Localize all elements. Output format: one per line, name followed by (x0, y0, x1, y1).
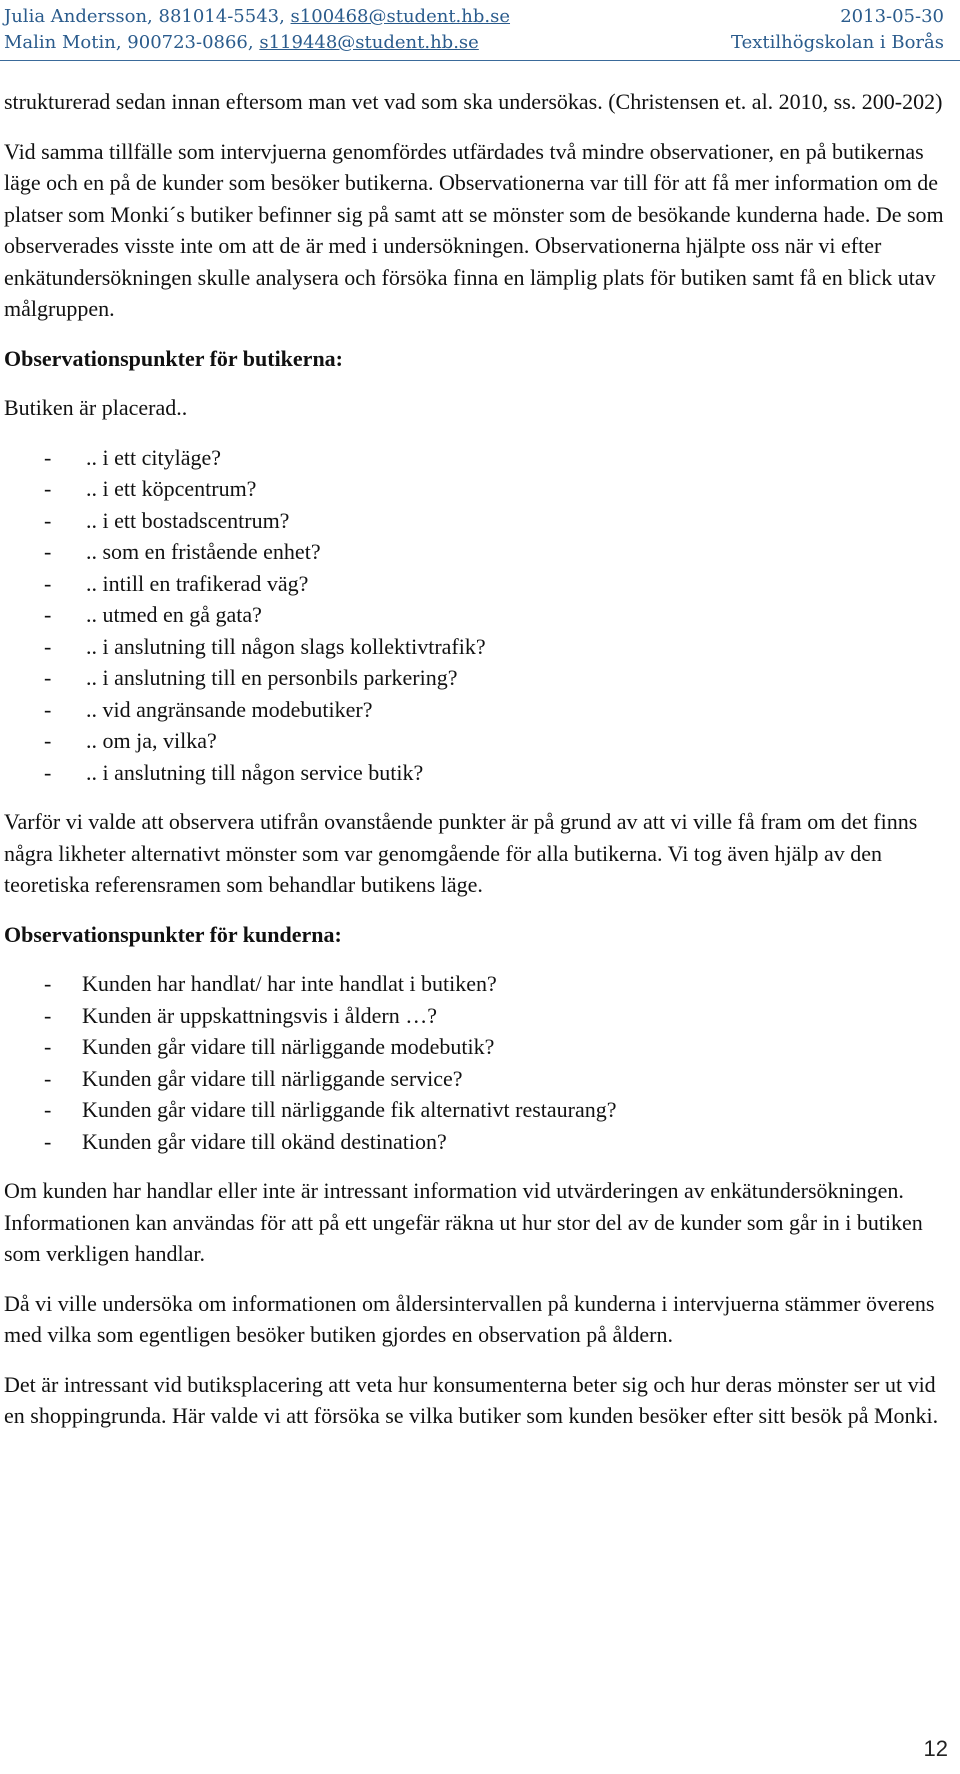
header-author-2-text: Malin Motin, 900723-0866, (4, 32, 260, 53)
list-item-text: .. i ett bostadscentrum? (86, 507, 290, 533)
list-item-text: .. om ja, vilka? (86, 728, 217, 753)
list-item-text: .. utmed en gå gata? (86, 602, 262, 627)
dash-bullet: - (44, 1034, 52, 1059)
header-row-1 (4, 4, 944, 30)
dash-bullet: - (44, 476, 52, 501)
list-item-text: .. i ett köpcentrum? (86, 476, 257, 501)
list-item-text: .. vid angränsande modebutiker? (86, 696, 373, 722)
list-item (4, 1094, 949, 1126)
list-item (4, 536, 949, 568)
list-item (4, 968, 949, 1000)
header-author-2 (4, 30, 479, 56)
page-header (4, 4, 944, 56)
dash-bullet: - (44, 444, 52, 470)
list-item-text: Kunden går vidare till närliggande service? (82, 1065, 463, 1091)
dash-bullet: - (44, 570, 52, 596)
list-item (4, 725, 949, 757)
paragraph-5: Då vi ville undersöka om informationen om åldersintervallen på kunderna i intervjuerna stämmer överens med vilka som egentligen besöker butiken gjordes en observation på åldern. (4, 1290, 935, 1347)
header-author-1-text: Julia Andersson, 881014-5543, (4, 6, 291, 27)
dash-bullet: - (44, 507, 52, 533)
dash-bullet: - (44, 633, 52, 659)
heading-store-observation: Observationspunkter för butikerna: (4, 345, 344, 371)
dash-bullet: - (44, 665, 52, 690)
dash-bullet: - (44, 1065, 52, 1091)
paragraph-1: strukturerad sedan innan eftersom man vet vad som ska undersökas. (Christensen et. al. 2010, ss. 200-202) (4, 89, 943, 114)
header-row-2 (4, 30, 944, 56)
list-item (4, 757, 949, 789)
list-item-text: Kunden har handlat/ har inte handlat i butiken? (82, 971, 497, 996)
dash-bullet: - (44, 971, 52, 996)
dash-bullet: - (44, 696, 52, 722)
list-item-text: Kunden går vidare till okänd destination? (82, 1128, 447, 1154)
list-item (4, 1063, 949, 1095)
list-item-text: .. intill en trafikerad väg? (86, 570, 309, 596)
paragraph-2: Vid samma tillfälle som intervjuerna genomfördes utfärdades två mindre observationer, en på butikernas läge och en på de kunder som besöker butikerna. Observationerna var till för att få mer information om de platser som Monki´s butiker befinner sig på samt att se mönster som de besökande kunderna hade. De som observerades visste inte om att de är med i undersökningen. Observationerna hjälpte oss när vi efter enkätundersökningen skulle analysera och försöka finna en lämplig plats för butiken samt få en blick utav målgruppen. (4, 138, 944, 321)
dash-bullet: - (44, 1097, 52, 1122)
list-item (4, 1000, 949, 1032)
store-observation-list (4, 442, 949, 789)
dash-bullet: - (44, 602, 52, 627)
dash-bullet: - (44, 1128, 52, 1154)
list-item (4, 631, 949, 663)
heading-customer-observation: Observationspunkter för kunderna: (4, 921, 342, 947)
header-divider (0, 60, 960, 61)
list-intro: Butiken är placerad.. (4, 395, 188, 420)
customer-observation-list (4, 968, 949, 1157)
list-item-text: .. i ett cityläge? (86, 444, 221, 470)
document-body (4, 86, 949, 1450)
list-item-text: .. i anslutning till någon service butik? (86, 759, 424, 785)
list-item-text: .. i anslutning till någon slags kollektivtrafik? (86, 633, 486, 659)
list-item (4, 694, 949, 726)
list-item-text: .. som en fristående enhet? (86, 539, 321, 564)
list-item (4, 599, 949, 631)
paragraph-6: Det är intressant vid butiksplacering att veta hur konsumenterna beter sig och hur deras mönster ser ut vid en shoppingrunda. Här valde vi att försöka se vilka butiker som kunden besöker efter sitt besök på Monki. (4, 1371, 939, 1428)
list-item (4, 505, 949, 537)
list-item (4, 662, 949, 694)
paragraph-4: Om kunden har handlar eller inte är intressant information vid utvärderingen av enkätundersökningen. Informationen kan användas för att på ett ungefär räkna ut hur stor del av de kunder som går in i butiken som verkligen handlar. (4, 1178, 923, 1266)
list-item (4, 442, 949, 474)
list-item (4, 473, 949, 505)
dash-bullet: - (44, 539, 52, 564)
header-author-1 (4, 4, 510, 30)
header-school: Textilhögskolan i Borås (730, 32, 944, 53)
email-link-1[interactable]: s100468@student.hb.se (290, 6, 511, 27)
dash-bullet: - (44, 728, 52, 753)
dash-bullet: - (44, 1002, 52, 1028)
list-item-text: Kunden är uppskattningsvis i åldern …? (82, 1002, 437, 1028)
list-item (4, 1126, 949, 1158)
dash-bullet: - (44, 759, 52, 785)
email-link-2[interactable]: s119448@student.hb.se (259, 32, 479, 53)
list-item (4, 568, 949, 600)
list-item-text: .. i anslutning till en personbils parkering? (86, 665, 458, 690)
page-number: 12 (923, 1736, 948, 1761)
list-item (4, 1031, 949, 1063)
header-date: 2013-05-30 (840, 6, 944, 27)
paragraph-3: Varför vi valde att observera utifrån ovanstående punkter är på grund av att vi ville få fram om det finns några likheter alternativt mönster som var genomgående för alla butikerna. Vi tog även hjälp av den teoretiska referensramen som behandlar butikens läge. (4, 809, 918, 897)
list-item-text: Kunden går vidare till närliggande fik alternativt restaurang? (82, 1097, 617, 1122)
list-item-text: Kunden går vidare till närliggande modebutik? (82, 1034, 495, 1059)
